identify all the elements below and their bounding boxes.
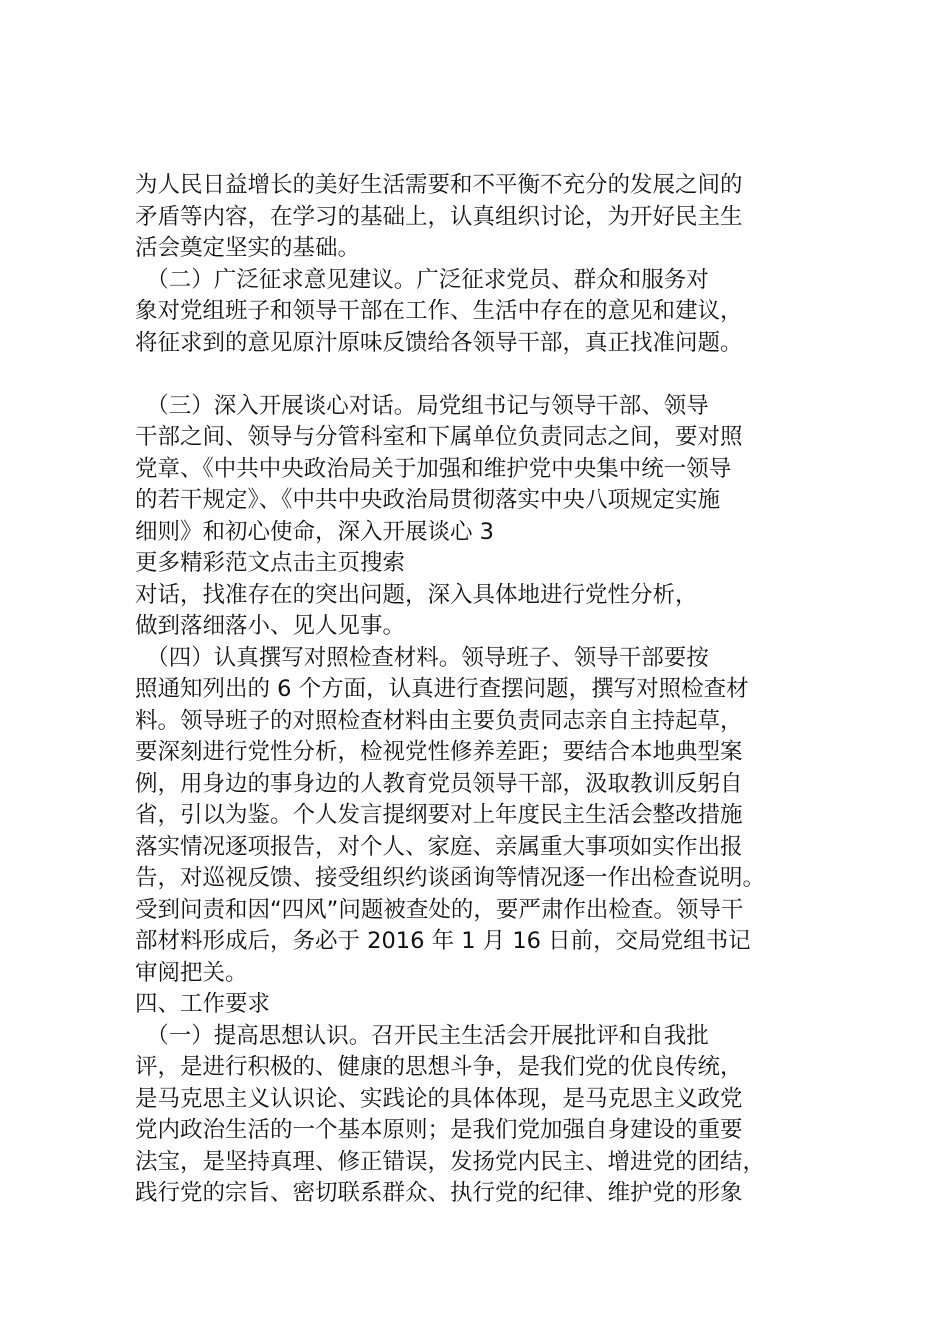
- promo-line: 更多精彩范文点击主页搜索: [135, 550, 406, 576]
- section-heading: 四、工作要求: [135, 991, 271, 1017]
- text-line: 党章、《中共中央政治局关于加强和维护党中央集中统一领导: [135, 455, 732, 482]
- text-line: 落实情况逐项报告，对个人、家庭、亲属重大事项如实作出报: [135, 833, 743, 860]
- text-line: 践行党的宗旨、密切联系群众、执行党的纪律、维护党的形象: [135, 1180, 743, 1206]
- text-line: 审阅把关。: [135, 959, 248, 986]
- text-line: 告，对巡视反馈、接受组织约谈函询等情况逐一作出检查说明。: [135, 865, 766, 891]
- text-line: 矛盾等内容，在学习的基础上，认真组织讨论，为开好民主生: [135, 203, 743, 230]
- text-line: 做到落细落小、见人见事。: [135, 613, 406, 639]
- text-line: 受到问责和因“四风”问题被查处的，要严肃作出检查。领导干: [135, 896, 744, 923]
- text-line: （四）认真撰写对照检查材料。领导班子、领导干部要按: [135, 644, 709, 671]
- text-line: 法宝，是坚持真理、修正错误，发扬党内民主、增进党的团结，: [135, 1148, 766, 1175]
- text-line: 对话，找准存在的突出问题，深入具体地进行党性分析，: [135, 581, 698, 608]
- text-line: 将征求到的意见原汁原味反馈给各领导干部，真正找准问题。: [135, 329, 743, 356]
- text-line: 为人民日益增长的美好生活需要和不平衡不充分的发展之间的: [135, 172, 743, 198]
- text-line: 照通知列出的 6 个方面，认真进行查摆问题，撰写对照检查材: [135, 676, 749, 702]
- blank-line: [135, 359, 855, 391]
- text-line: 的若干规定》、《中共中央政治局贯彻落实中央八项规定实施: [135, 487, 721, 513]
- text-line: 是马克思主义认识论、实践论的具体体现，是马克思主义政党: [135, 1085, 743, 1112]
- text-line: （一）提高思想认识。召开民主生活会开展批评和自我批: [135, 1022, 709, 1049]
- text-line: 干部之间、领导与分管科室和下属单位负责同志之间，要对照: [135, 424, 743, 450]
- text-line: 细则》和初心使命，深入开展谈心 3: [135, 518, 494, 545]
- text-line: 省，引以为鉴。个人发言提纲要对上年度民主生活会整改措施: [135, 802, 743, 828]
- text-line: 活会奠定坚实的基础。: [135, 235, 361, 261]
- text-line: 象对党组班子和领导干部在工作、生活中存在的意见和建议，: [135, 298, 743, 324]
- text-line: 党内政治生活的一个基本原则；是我们党加强自身建设的重要: [135, 1117, 743, 1143]
- document-body: [135, 170, 855, 1210]
- text-line: 评，是进行积极的、健康的思想斗争，是我们党的优良传统，: [135, 1054, 743, 1080]
- text-line: （二）广泛征求意见建议。广泛征求党员、群众和服务对: [135, 266, 709, 293]
- text-line: 部材料形成后，务必于 2016 年 1 月 16 日前，交局党组书记: [135, 928, 751, 954]
- text-line: 要深刻进行党性分析，检视党性修养差距；要结合本地典型案: [135, 739, 743, 765]
- text-line: 例，用身边的事身边的人教育党员领导干部，汲取教训反躬自: [135, 770, 743, 797]
- text-line: （三）深入开展谈心对话。局党组书记与领导干部、领导: [135, 392, 709, 419]
- text-line: 料。领导班子的对照检查材料由主要负责同志亲自主持起草，: [135, 707, 743, 734]
